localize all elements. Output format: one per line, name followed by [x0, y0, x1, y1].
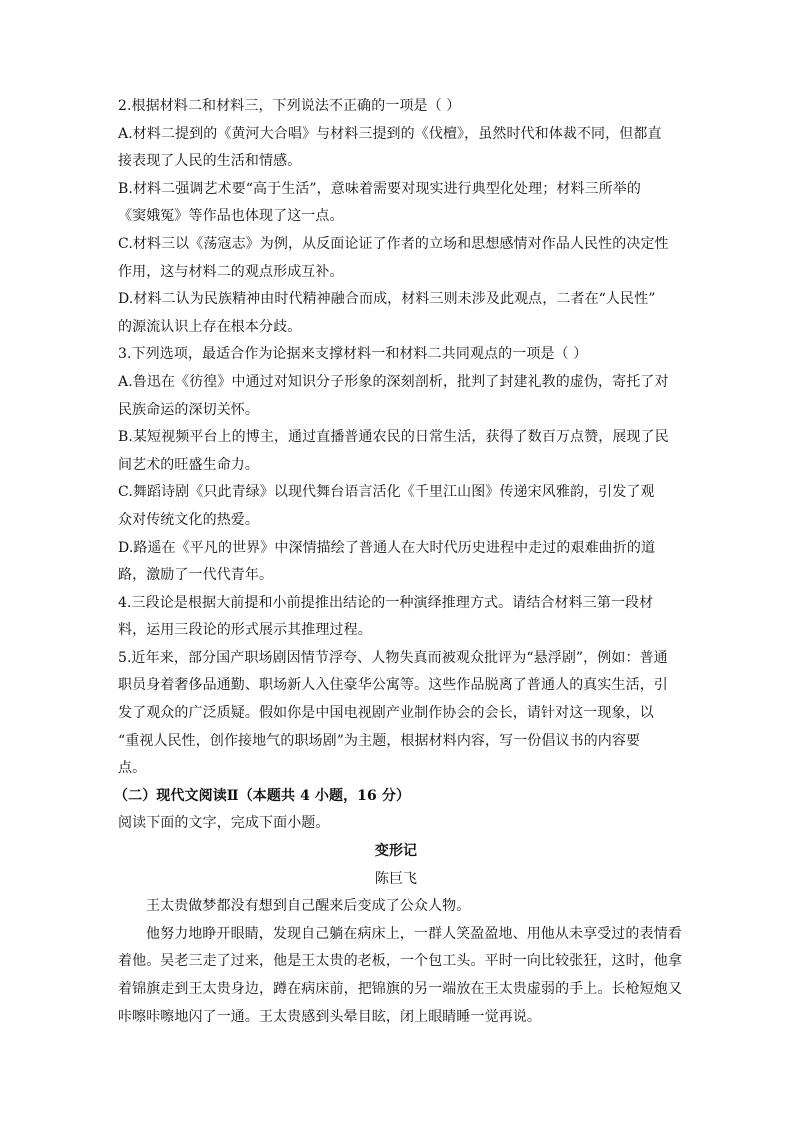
- section-heading: （二）现代文阅读Ⅱ（本题共 4 小题，16 分）: [114, 787, 411, 804]
- question-5: [118, 645, 674, 783]
- question-2-option-a-line-1: A.材料二提到的《黄河大合唱》与材料三提到的《伐檀》，虽然时代和体裁不同，但都直: [118, 125, 662, 142]
- section-instruction: 阅读下面的文字，完成下面小题。: [118, 815, 330, 832]
- question-5-line-2: 职员身着奢侈品通勤、职场新人入住豪华公寓等。这些作品脱离了普通人的真实生活，引: [118, 677, 668, 694]
- question-3: [118, 341, 674, 589]
- question-5-line-4: “重视人民性，创作接地气的职场剧”为主题，根据材料内容，写一份倡议书的内容要: [118, 732, 641, 749]
- question-3-option-c-line-1: C.舞蹈诗剧《只此青绿》以现代舞台语言活化《千里江山图》传递宋风雅韵，引发了观: [118, 484, 655, 501]
- question-4: [118, 590, 674, 645]
- question-3-option-a-line-2: 民族命运的深切关怀。: [118, 401, 259, 418]
- question-2-stem: 2.根据材料二和材料三，下列说法不正确的一项是（ ）: [118, 98, 461, 114]
- story-paragraph-2-line-2: 着他。吴老三走了过来，他是王太贵的老板，一个包工头。平时一向比较张狂，这时，他拿: [118, 953, 682, 970]
- question-2-option-b-line-1: B.材料二强调艺术要“高于生活”，意味着需要对现实进行典型化处理；材料三所举的: [118, 180, 641, 197]
- question-3-option-a-line-1: A.鲁迅在《彷徨》中通过对知识分子形象的深刻剖析，批判了封建礼教的虚伪，寄托了对: [118, 373, 669, 390]
- question-5-line-5: 点。: [118, 760, 147, 777]
- question-5-line-1: 5.近年来，部分国产职场剧因情节浮夸、人物失真而被观众批评为“悬浮剧”，例如：普通: [118, 649, 668, 666]
- story-author: 陈巨飞: [374, 870, 418, 887]
- question-3-option-b-line-1: B.某短视频平台上的博主，通过直播普通农民的日常生活，获得了数百万点赞，展现了民: [118, 429, 669, 446]
- question-3-option-d-line-1: D.路遥在《平凡的世界》中深情描绘了普通人在大时代历史进程中走过的艰难曲折的道: [118, 539, 656, 556]
- story-title: 变形记: [374, 843, 418, 860]
- question-2-option-d-line-2: 的源流认识上存在根本分歧。: [118, 318, 302, 335]
- story-paragraph-2-line-3: 着锦旗走到王太贵身边，蹲在病床前，把锦旗的另一端放在王太贵虚弱的手上。长枪短炮又: [118, 981, 682, 997]
- question-2-option-a-line-2: 接表现了人民的生活和情感。: [118, 153, 302, 170]
- question-4-line-2: 料，运用三段论的形式展示其推理过程。: [118, 622, 372, 639]
- story-paragraph-2-line-4: 咔嚓咔嚓地闪了一通。王太贵感到头晕目眩，闭上眼睛睡一觉再说。: [118, 1008, 541, 1025]
- story-paragraph-2: [118, 921, 682, 1031]
- story-paragraph-1: [118, 893, 674, 921]
- question-3-option-b-line-2: 间艺术的旺盛生命力。: [118, 456, 259, 473]
- story-paragraph-1-line-1: 王太贵做梦都没有想到自己醒来后变成了公众人物。: [146, 898, 471, 915]
- question-2-option-d-line-1: D.材料二认为民族精神由时代精神融合而成，材料三则未涉及此观点，二者在“人民性”: [118, 291, 656, 308]
- question-2: [118, 93, 674, 341]
- question-2-option-b-line-2: 《窦娥冤》等作品也体现了这一点。: [118, 208, 344, 225]
- question-3-option-c-line-2: 众对传统文化的热爱。: [118, 511, 259, 528]
- question-5-line-3: 发了观众的广泛质疑。假如你是中国电视剧产业制作协会的会长，请针对这一现象，以: [118, 705, 654, 722]
- question-3-stem: 3.下列选项，最适合作为论据来支撑材料一和材料二共同观点的一项是（ ）: [118, 346, 588, 363]
- document-body: [114, 93, 682, 1031]
- question-3-option-d-line-2: 路，激励了一代代青年。: [118, 567, 274, 584]
- question-2-option-c-line-1: C.材料三以《荡寇志》为例，从反面论证了作者的立场和思想感情对作品人民性的决定性: [118, 235, 669, 252]
- question-2-option-c-line-2: 作用，这与材料二的观点形成互补。: [118, 263, 344, 280]
- question-4-line-1: 4.三段论是根据大前提和小前提推出结论的一种演绎推理方式。请结合材料三第一段材: [118, 594, 654, 611]
- story-paragraph-2-line-1: 他努力地睁开眼睛，发现自己躺在病床上，一群人笑盈盈地、用他从未享受过的表情看: [146, 925, 682, 942]
